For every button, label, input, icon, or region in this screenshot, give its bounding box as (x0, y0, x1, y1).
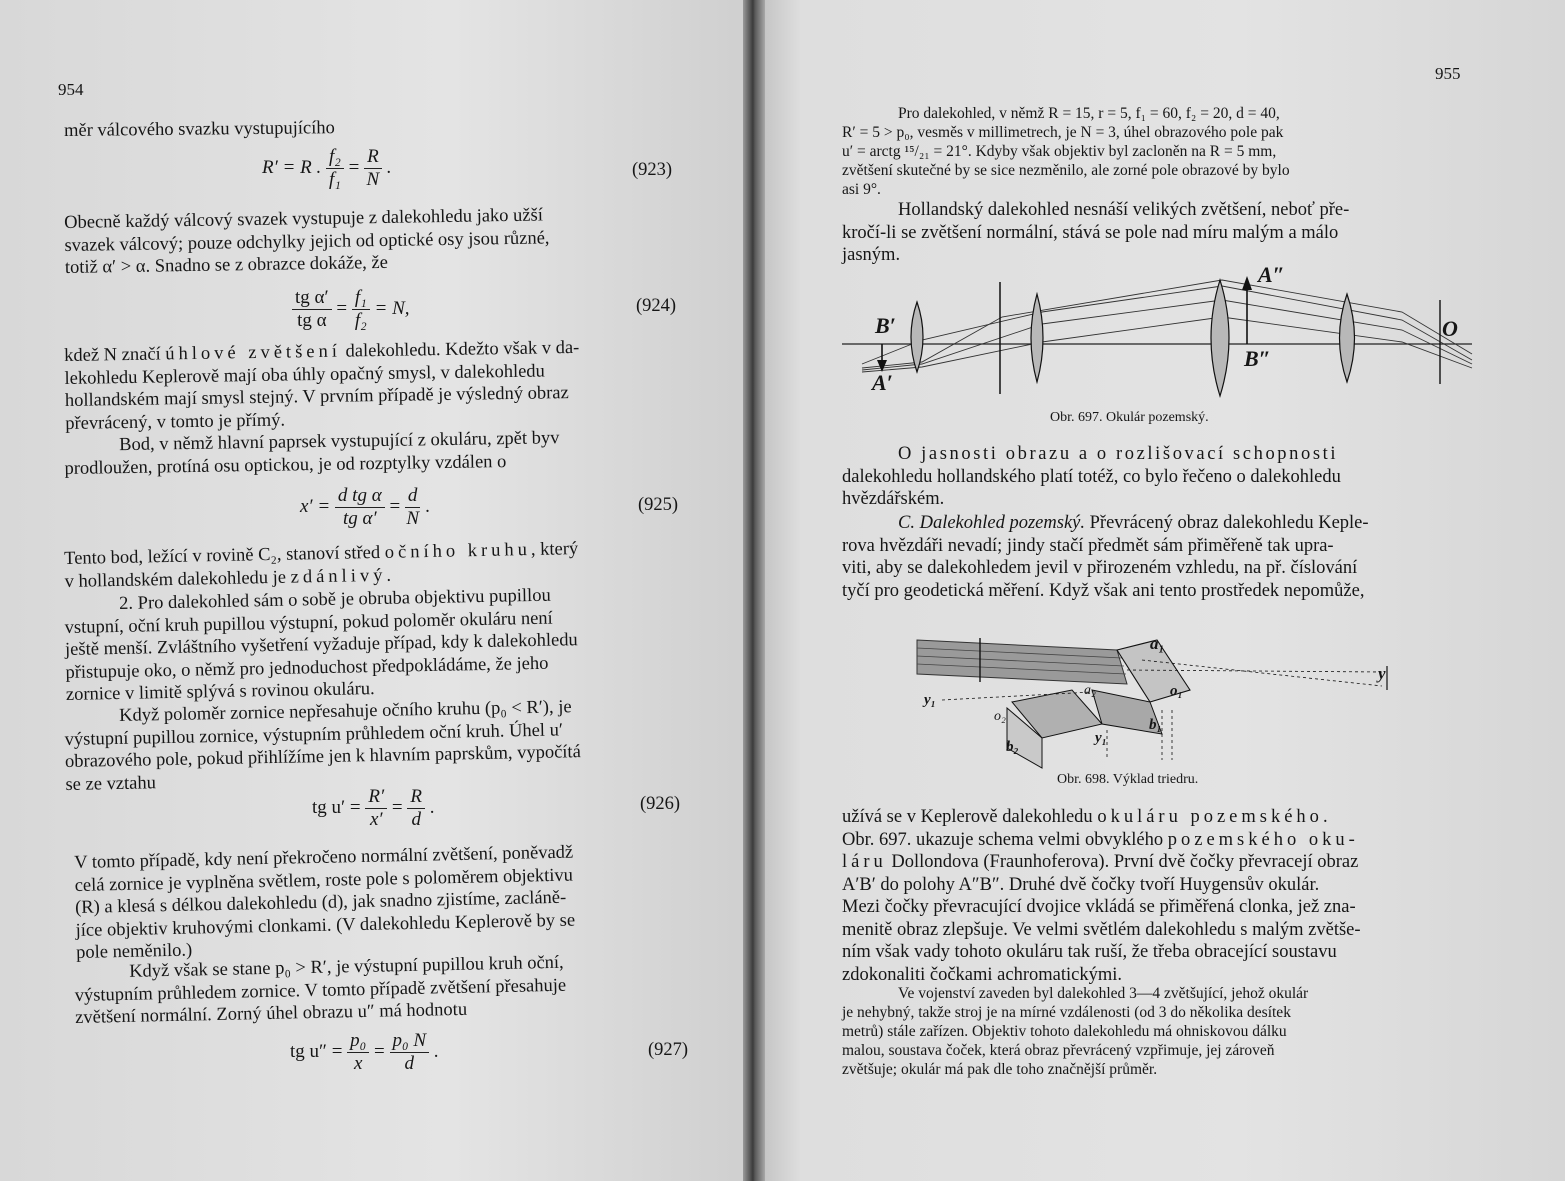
text-line: asi 9°. (842, 181, 881, 198)
numerator: p₀ (347, 1030, 369, 1053)
right-small-paragraph-1 (842, 104, 1467, 199)
label-y1-left: y₁ (924, 692, 936, 708)
text-line: Pro dalekohled, v němž R = 15, r = 5, f₁ = 60, f₂ = 20, d = 40, (898, 105, 1280, 122)
text-run: Dollondova (Fraunhoferova). První dvě čočky převracejí obraz (886, 852, 1359, 872)
equation-927 (290, 1030, 439, 1075)
spaced-term: láru (842, 852, 887, 872)
label-O: O (1442, 316, 1458, 341)
numerator: d (405, 485, 421, 508)
equals-sign: = (389, 495, 401, 517)
text-run: Převrácený obraz dalekohledu Keple- (1085, 513, 1369, 533)
text-line: svazek válcový; pouze odchylky jejich od optické osy jsou různé, (64, 227, 550, 256)
label-y1-bottom: y₁ (1095, 730, 1107, 746)
denominator: x′ (369, 809, 383, 830)
text-line: ním však vady tohoto okuláru tak ruší, že třeba obracející soustavu (842, 942, 1337, 962)
text-line: je nehybný, takže stroj je na mírné vzdálenosti (od 3 do několika desítek (842, 1004, 1291, 1021)
equation-924 (292, 287, 410, 332)
numerator: d tg α (335, 485, 385, 508)
denominator: d (411, 809, 421, 830)
right-paragraph-1 (842, 199, 1467, 267)
text-run: . (386, 565, 392, 586)
equation-number: (925) (638, 495, 679, 515)
figure-697-caption: Obr. 697. Okulár pozemský. (1050, 410, 1209, 425)
text-line: Hollandský dalekohled nesnáší velikých zvětšení, neboť pře- (898, 200, 1350, 220)
text-line: pole neměnilo.) (75, 940, 193, 963)
text-line: výstupním průhledem zornice. V tomto případě zvětšení přesahuje (74, 975, 567, 1006)
right-page (752, 0, 1565, 1181)
left-page-text (64, 114, 684, 143)
equals-sign: = (348, 156, 360, 178)
page-number: 955 (1435, 64, 1461, 83)
text-line: převrácený, v tomto je přímý. (65, 410, 286, 434)
text-line: celá zornice je vyplněna světlem, roste pole s poloměrem objektivu (74, 865, 574, 896)
fraction (405, 485, 421, 530)
fraction (365, 786, 387, 831)
right-small-paragraph-2 (842, 984, 1467, 1079)
equals-sign: = (374, 1040, 385, 1062)
text-run: Obr. 697. ukazuje schema velmi obvyklého (842, 829, 1168, 850)
label-y: y (1378, 664, 1386, 683)
equation-term: tg u′ = (312, 796, 361, 818)
label-b2: b₂ (1006, 739, 1019, 755)
section-heading: C. Dalekohled pozemský. (898, 513, 1086, 533)
fraction (292, 287, 332, 332)
lens (1031, 294, 1043, 382)
text-line (842, 512, 1467, 535)
text-line: obrazového pole, pokud přihlížíme jen k hlavním paprskům, vypočítá (64, 742, 582, 772)
text-line (842, 806, 1467, 829)
arrow-head (1242, 276, 1252, 290)
left-page (0, 0, 752, 1181)
text-line: zvětšuje; okulár má pak dle toho značnější průměr. (842, 1061, 1158, 1078)
numerator: R (407, 786, 425, 809)
equation-923 (262, 146, 391, 191)
equation-term: R′ = R . (262, 156, 322, 178)
text-line: hollandském mají smysl stejný. V prvním případě je výsledný obraz (64, 383, 569, 411)
text-line: přistupuje oko, o němž pro jednoduchost předpokládáme, že jeho (65, 653, 549, 683)
text-line: hvězdářském. (842, 489, 945, 509)
label-A-prime: A′ (872, 370, 893, 395)
text-line: Když však se stane p₀ > R′, je výstupní pupillou kruh oční, (129, 952, 564, 982)
text-line: vstupní, oční kruh pupillou výstupní, pokud poloměr okuláru není (64, 608, 553, 638)
denominator: N (406, 508, 419, 529)
text-line: jíce objektiv kruhovými clonkami. (V dalekohledu Keplerově by se (75, 910, 576, 941)
text-line (842, 829, 1467, 852)
equation-term: x′ = (300, 495, 331, 517)
fraction (407, 786, 425, 831)
period: . (386, 156, 392, 178)
text-line: zvětšení normální. Zorný úhel obrazu u″ má hodnotu (74, 999, 468, 1028)
right-paragraph-3 (842, 512, 1467, 602)
lens (1340, 294, 1355, 382)
light-beam (917, 640, 1127, 684)
text-run: . (1322, 807, 1328, 827)
text-line: zvětšení skutečné by se sice nezměnilo, ale zorné pole obrazové by bylo (842, 162, 1290, 179)
text-run: užívá se v Keplerově dalekohledu (842, 807, 1098, 827)
label-o1: o₁ (1170, 683, 1183, 699)
label-B-double-prime: B″ (1244, 346, 1271, 371)
equation-number: (926) (640, 794, 681, 814)
fraction (326, 146, 344, 191)
text-line: malou, soustava čoček, která obraz převrácený vzpřimuje, jej zároveň (842, 1042, 1275, 1059)
fraction (352, 287, 370, 332)
text-line: Bod, v němž hlavní paprsek vystupující z okuláru, zpět byv (119, 428, 560, 456)
numerator: R′ (365, 786, 387, 809)
lens (1211, 280, 1229, 396)
book-gutter (743, 0, 765, 1181)
text-line: se ze vztahu (65, 772, 157, 795)
numerator: f₂ (326, 146, 344, 169)
text-line: kročí-li se zvětšení normální, stává se pole nad míru malým a málo (842, 222, 1339, 243)
text-line: Obecně každý válcový svazek vystupuje z dalekohledu jako užší (64, 205, 544, 233)
text-line: V tomto případě, kdy není překročeno normální zvětšení, poněvadž (74, 842, 574, 873)
text-line: menitě obraz zlepšuje. Ve velmi světlém dalekohledu s malým zvětše- (842, 919, 1361, 940)
numerator: p₀ N (390, 1030, 430, 1053)
equation-number: (923) (632, 160, 673, 180)
text-run: , který (530, 539, 579, 561)
period: . (433, 1040, 439, 1062)
spaced-heading: O jasnosti obrazu a o rozlišovací schopnosti (898, 444, 1339, 464)
label-A-double-prime: A″ (1258, 262, 1285, 287)
label-a2: a₂ (1084, 683, 1096, 698)
spaced-term: úhlové zvětšení (165, 341, 342, 365)
left-paragraph-9 (74, 949, 695, 1029)
label-B-prime: B′ (875, 313, 896, 338)
spaced-term: zdánlivý (290, 565, 387, 588)
period: . (429, 796, 435, 818)
left-paragraph-4 (64, 425, 685, 480)
equation-925 (300, 485, 430, 530)
numerator: f₁ (352, 287, 370, 310)
page-number: 954 (58, 80, 84, 99)
text-run: v hollandském dalekohledu je (64, 567, 291, 592)
spaced-term: očního kruhu (384, 540, 532, 563)
text-run: Tento bod, ležící v rovině C₂, stanoví střed (64, 542, 385, 569)
text-line: Ve vojenství zaveden byl dalekohled 3—4 zvětšující, jehož okulár (898, 985, 1309, 1002)
text-run: dalekohledu. Kdežto však v da- (340, 337, 580, 362)
left-paragraph-6 (64, 582, 686, 706)
ray-bundle (862, 280, 1472, 372)
text-run: kdež N značí (64, 344, 166, 366)
text-line: metrů) stále zařízen. Objektiv tohoto dalekohledu má ohniskovou dálku (842, 1023, 1287, 1040)
text-line: viti, aby se dalekohledem jevil v přirozeném vzhledu, na př. číslování (842, 558, 1358, 578)
text-line: A′B′ do polohy A″B″. Druhé dvě čočky tvoří Huygensův okulár. (842, 874, 1320, 895)
text-line: Mezi čočky převracující dvojice vkládá se přiměřená clonka, jež zna- (842, 897, 1356, 917)
spaced-term: pozemského oku- (1167, 829, 1359, 850)
text-line: měr válcového svazku vystupujícího (64, 118, 335, 141)
text-line: prodloužen, protíná osu optickou, je od rozptylky vzdálen o (64, 451, 507, 479)
denominator: tg α (297, 310, 327, 331)
label-o2: o₂ (994, 709, 1006, 724)
fraction (364, 146, 382, 191)
text-line: lekohledu Keplerově mají oba úhly opačný smysl, v dalekohledu (64, 360, 545, 389)
numerator: tg α′ (292, 287, 332, 310)
equation-term: tg u″ = (290, 1040, 343, 1062)
fraction (335, 485, 385, 530)
fraction (347, 1030, 369, 1075)
lens (911, 302, 923, 372)
text-line: zdokonaliti čočkami achromatickými. (842, 964, 1122, 985)
equation-term: = N, (374, 297, 410, 319)
denominator: d (404, 1053, 415, 1074)
fraction (390, 1030, 430, 1075)
text-line: u′ = arctg ¹⁵/₂₁ = 21°. Kdyby však objektiv byl zacloněn na R = 5 mm, (842, 143, 1277, 160)
denominator: f₂ (354, 310, 367, 331)
text-line: výstupní pupillou zornice, výstupním průhledem oční kruh. Úhel u′ (64, 719, 564, 750)
text-line: totiž α′ > α. Snadno se z obrazce dokáže, že (64, 252, 389, 278)
denominator: f₁ (328, 169, 341, 190)
text-line: R′ = 5 > p₀, vesměs v millimetrech, je N = 3, úhel obrazového pole pak (842, 124, 1284, 141)
left-paragraph-2 (64, 202, 685, 279)
equals-sign: = (391, 796, 403, 818)
denominator: tg α′ (342, 508, 377, 529)
text-line: zornice v limitě splývá s rovinou okuláru. (65, 679, 375, 705)
figure-698-caption: Obr. 698. Výklad triedru. (1057, 772, 1199, 787)
text-line: (R) a klesá s délkou dalekohledu (d), jak snadno zjistíme, zacláně- (74, 887, 567, 918)
text-line: jasným. (842, 245, 901, 265)
right-paragraph-2 (842, 443, 1467, 511)
left-paragraph-8 (74, 839, 696, 964)
denominator: x (354, 1053, 363, 1074)
figure-697-diagram (842, 272, 1492, 402)
right-paragraph-4 (842, 806, 1467, 986)
text-line: Když poloměr zornice nepřesahuje očního kruhu (p₀ < R′), je (119, 697, 572, 726)
text-line: tyčí pro geodetická měření. Když však ani tento prostředek nepomůže, (842, 580, 1365, 601)
numerator: R (364, 146, 382, 169)
text-line (842, 851, 1467, 874)
equation-number: (927) (648, 1040, 689, 1060)
equals-sign: = (336, 297, 348, 319)
equation-926 (312, 786, 435, 831)
left-paragraph-3 (64, 335, 685, 435)
text-line: ještě menší. Zvláštního vyšetření vyžaduje případ, kdy k dalekohledu (64, 630, 578, 660)
label-a1: a₁ (1150, 634, 1165, 653)
label-b1: b₁ (1149, 717, 1162, 733)
spaced-term: okuláru pozemského (1097, 807, 1323, 827)
equation-number: (924) (636, 296, 677, 316)
text-line: dalekohledu hollandského platí totéž, co bylo řečeno o dalekohledu (842, 466, 1341, 487)
left-paragraph-7 (64, 694, 686, 796)
denominator: N (366, 169, 380, 190)
period: . (425, 495, 430, 517)
text-line: rova hvězdáři nevadí; jindy stačí předmět sám přiměřeně tak upra- (842, 535, 1334, 556)
text-line: 2. Pro dalekohled sám o sobě je obruba objektivu pupillou (119, 585, 551, 614)
